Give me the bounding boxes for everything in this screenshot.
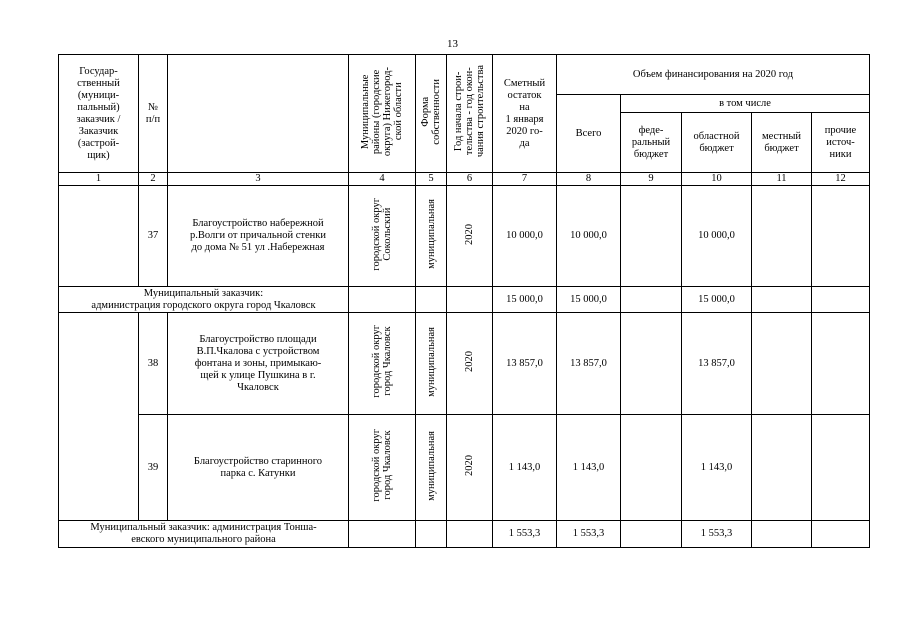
column-number: 9 (621, 173, 682, 186)
ownership-cell: муниципальная (416, 186, 447, 287)
header-object (168, 55, 349, 173)
column-number: 7 (493, 173, 557, 186)
object-name: Благоустройство старинного парка с. Катунки (168, 415, 349, 521)
header-local: местный бюджет (752, 113, 812, 173)
column-numbers-row (59, 173, 870, 186)
customer-label: Муниципальный заказчик: администрация городского округа город Чкаловск (59, 287, 349, 313)
regional-cell: 10 000,0 (682, 186, 752, 287)
estimate-cell: 15 000,0 (493, 287, 557, 313)
column-number: 4 (349, 173, 416, 186)
customer-summary-row (59, 521, 870, 548)
column-number: 5 (416, 173, 447, 186)
column-number: 10 (682, 173, 752, 186)
year-cell: 2020 (447, 415, 493, 521)
total-cell: 10 000,0 (557, 186, 621, 287)
customer-cell (59, 186, 139, 287)
total-cell: 1 143,0 (557, 415, 621, 521)
header-customer: Государ- ственный (муници- пальный) заказчик / Заказчик (застрой- щик) (59, 55, 139, 173)
estimate-cell: 10 000,0 (493, 186, 557, 287)
estimate-cell: 13 857,0 (493, 313, 557, 415)
table-row (59, 186, 870, 287)
customer-label: Муниципальный заказчик: администрация Тонша- евского муниципального района (59, 521, 349, 548)
regional-cell: 1 553,3 (682, 521, 752, 548)
total-cell: 1 553,3 (557, 521, 621, 548)
customer-summary-row (59, 287, 870, 313)
total-cell: 15 000,0 (557, 287, 621, 313)
district-cell: городской округ город Чкаловск (349, 313, 416, 415)
header-ownership: Форма собственности (416, 55, 447, 173)
year-cell: 2020 (447, 186, 493, 287)
header-regional: областной бюджет (682, 113, 752, 173)
estimate-cell: 1 143,0 (493, 415, 557, 521)
year-cell: 2020 (447, 313, 493, 415)
header-funding-title: Объем финансирования на 2020 год (557, 55, 870, 95)
header-district: Муниципальные районы (городские округа) Нижегород- ской области (349, 55, 416, 173)
row-number: 39 (139, 415, 168, 521)
other-cell (812, 186, 870, 287)
local-cell (752, 186, 812, 287)
column-number: 12 (812, 173, 870, 186)
estimate-cell: 1 553,3 (493, 521, 557, 548)
column-number: 8 (557, 173, 621, 186)
header-total: Всего (557, 95, 621, 173)
column-number: 1 (59, 173, 139, 186)
object-name: Благоустройство набережной р.Волги от причальной стенки до дома № 51 ул .Набережная (168, 186, 349, 287)
header-including: в том числе (621, 95, 870, 113)
regional-cell: 15 000,0 (682, 287, 752, 313)
page-number: 13 (447, 38, 458, 50)
regional-cell: 1 143,0 (682, 415, 752, 521)
header-estimate: Сметный остаток на 1 января 2020 го- да (493, 55, 557, 173)
header-years: Год начала строи- тельства - год окон- чания строительства (447, 55, 493, 173)
district-cell: городской округ Сокольский (349, 186, 416, 287)
column-number: 11 (752, 173, 812, 186)
column-number: 2 (139, 173, 168, 186)
ownership-cell: муниципальная (416, 415, 447, 521)
table-row (59, 415, 870, 521)
district-cell: городской округ город Чкаловск (349, 415, 416, 521)
row-number: 38 (139, 313, 168, 415)
ownership-cell: муниципальная (416, 313, 447, 415)
object-name: Благоустройство площади В.П.Чкалова с устройством фонтана и зоны, примыкаю- щей к улице Пушкина в г. Чкаловск (168, 313, 349, 415)
header-other: прочие источ- ники (812, 113, 870, 173)
column-number: 6 (447, 173, 493, 186)
header-federal: феде- ральный бюджет (621, 113, 682, 173)
header-number: № п/п (139, 55, 168, 173)
federal-cell (621, 186, 682, 287)
total-cell: 13 857,0 (557, 313, 621, 415)
table-row (59, 313, 870, 415)
column-number: 3 (168, 173, 349, 186)
regional-cell: 13 857,0 (682, 313, 752, 415)
financing-table (58, 54, 870, 548)
customer-cell (59, 313, 139, 521)
row-number: 37 (139, 186, 168, 287)
